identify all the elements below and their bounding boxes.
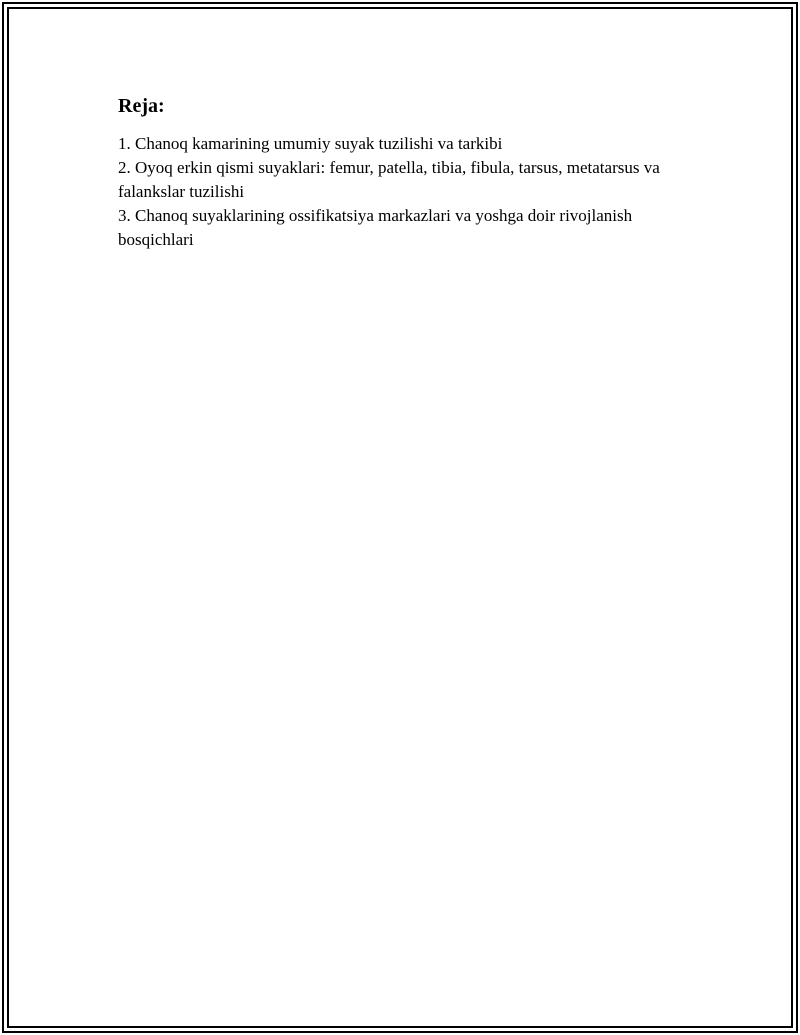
page-content: [118, 92, 688, 252]
plan-item-3: 3. Chanoq suyaklarining ossifikatsiya markazlari va yoshga doir rivojlanish bosqichlari: [118, 206, 633, 249]
plan-list: [118, 132, 688, 252]
plan-item-1: 1. Chanoq kamarining umumiy suyak tuzilishi va tarkibi: [118, 134, 503, 153]
page-heading: Reja:: [118, 95, 165, 117]
plan-item-2: 2. Oyoq erkin qismi suyaklari: femur, patella, tibia, fibula, tarsus, metatarsus va falankslar tuzilishi: [118, 158, 660, 201]
